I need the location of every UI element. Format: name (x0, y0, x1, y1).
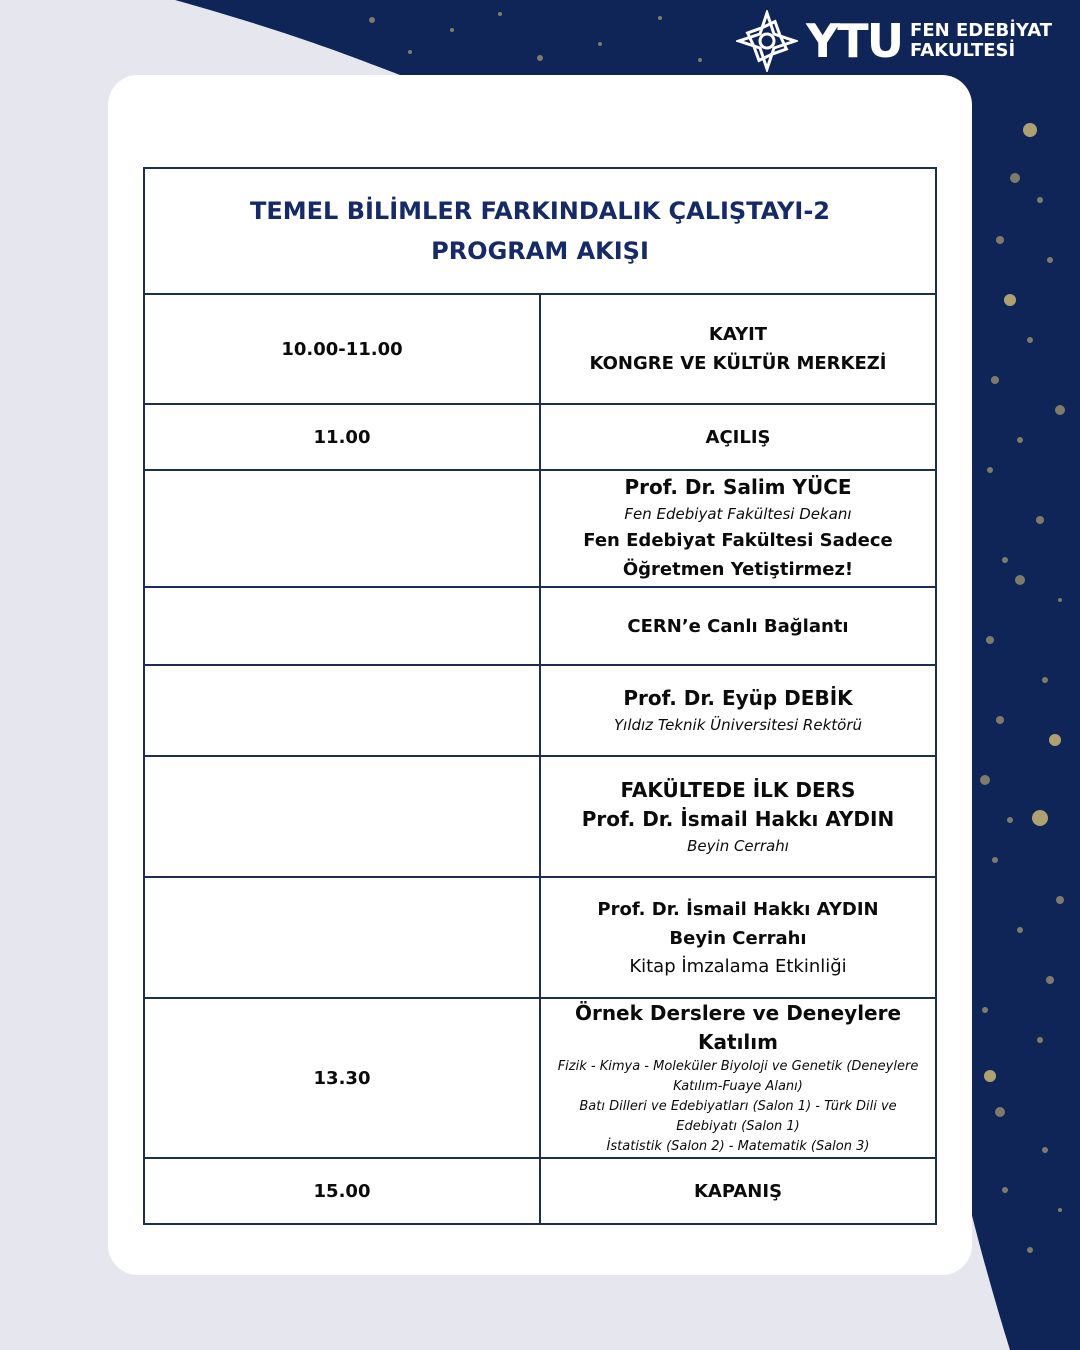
session-detail: İstatistik (Salon 2) - Matematik (Salon 3) (606, 1139, 870, 1154)
star-dot (1004, 294, 1016, 306)
table-row (144, 756, 936, 877)
star-dot (408, 50, 412, 54)
event-title: Kitap İmzalama Etkinliği (629, 955, 847, 977)
event-cell (540, 998, 936, 1158)
event-cell (540, 404, 936, 470)
star-dot (991, 376, 999, 384)
star-dot (1032, 810, 1048, 826)
speaker-role: Beyin Cerrahı (687, 836, 789, 855)
star-dot (1042, 677, 1048, 683)
event-cell (540, 587, 936, 665)
event-title: KAPANIŞ (693, 1180, 783, 1202)
ytu-star-icon (736, 10, 798, 72)
star-dot (986, 636, 994, 644)
table-row (144, 877, 936, 998)
session-detail: Batı Dilleri ve Edebiyatları (Salon 1) - Türk Dili ve Edebiyatı (Salon 1) (579, 1099, 897, 1134)
time-cell: 11.00 (144, 404, 540, 470)
speaker-name: Prof. Dr. Eyüp DEBİK (623, 686, 853, 710)
speaker-name: Prof. Dr. Salim YÜCE (624, 475, 852, 499)
session-detail: Fizik - Kimya - Moleküler Biyoloji ve Genetik (Deneylere Katılım-Fuaye Alanı) (557, 1059, 919, 1094)
star-dot (1010, 173, 1020, 183)
star-dot (498, 12, 502, 16)
star-dot (1002, 557, 1008, 563)
time-cell (144, 587, 540, 665)
star-dot (658, 16, 662, 20)
faculty-line-1: FEN EDEBİYAT (910, 20, 1053, 41)
star-dot (992, 857, 998, 863)
star-dot (1015, 575, 1025, 585)
program-title: TEMEL BİLİMLER FARKINDALIK ÇALIŞTAYI-2 (250, 197, 830, 225)
star-dot (1058, 1208, 1062, 1212)
star-dot (1055, 405, 1065, 415)
event-cell (540, 294, 936, 404)
star-dot (996, 716, 1004, 724)
title-cell (144, 168, 936, 294)
star-dot (1027, 337, 1033, 343)
star-dot (537, 55, 543, 61)
star-dot (995, 1107, 1005, 1117)
speaker-name: Prof. Dr. İsmail Hakkı AYDIN (581, 806, 895, 831)
time-cell (144, 877, 540, 998)
star-dot (369, 17, 375, 23)
faculty-name (910, 21, 1052, 61)
title-row (144, 168, 936, 294)
table-row (144, 587, 936, 665)
table-row (144, 665, 936, 756)
star-dot (996, 236, 1004, 244)
faculty-line-2: FAKULTESİ (910, 40, 1016, 61)
table-row (144, 998, 936, 1158)
star-dot (982, 1007, 988, 1013)
star-dot (1007, 817, 1013, 823)
time-cell (144, 756, 540, 877)
event-cell (540, 756, 936, 877)
event-cell (540, 1158, 936, 1224)
time-cell (144, 470, 540, 587)
star-dot (1056, 896, 1064, 904)
star-dot (1046, 976, 1054, 984)
table-row (144, 470, 936, 587)
event-title: CERN’e Canlı Bağlantı (627, 615, 849, 637)
star-dot (984, 1070, 996, 1082)
table-row (144, 294, 936, 404)
star-dot (1047, 257, 1053, 263)
time-cell: 10.00-11.00 (144, 294, 540, 404)
table-row (144, 1158, 936, 1224)
star-dot (1037, 1037, 1043, 1043)
star-dot (1042, 1147, 1048, 1153)
event-location: KONGRE VE KÜLTÜR MERKEZİ (589, 353, 887, 374)
talk-title: Fen Edebiyat Fakültesi Sadece Öğretmen Yetiştirmez! (583, 530, 893, 580)
brand-name: YTU (806, 14, 903, 68)
star-dot (1017, 927, 1023, 933)
event-title: KAYIT (708, 324, 768, 345)
speaker-name: Prof. Dr. İsmail Hakkı AYDIN (597, 898, 879, 920)
star-dot (1017, 437, 1023, 443)
star-dot (450, 28, 454, 32)
table-row (144, 404, 936, 470)
event-title: AÇILIŞ (705, 426, 771, 448)
star-dot (1058, 598, 1062, 602)
star-dot (1049, 734, 1061, 746)
ytu-logo (736, 8, 1072, 74)
speaker-role: Yıldız Teknik Üniversitesi Rektörü (613, 716, 863, 734)
program-subtitle: PROGRAM AKIŞI (431, 237, 649, 265)
speaker-role: Fen Edebiyat Fakültesi Dekanı (624, 505, 852, 523)
event-cell (540, 470, 936, 587)
star-dot (980, 775, 990, 785)
star-dot (987, 467, 993, 473)
star-dot (1036, 516, 1044, 524)
session-heading: FAKÜLTEDE İLK DERS (620, 777, 856, 802)
program-table (143, 167, 937, 1225)
star-dot (1002, 1187, 1008, 1193)
event-cell (540, 877, 936, 998)
star-dot (1023, 123, 1037, 137)
time-cell: 13.30 (144, 998, 540, 1158)
time-cell: 15.00 (144, 1158, 540, 1224)
star-dot (598, 42, 602, 46)
session-heading: Örnek Derslere ve Deneylere Katılım (574, 1001, 902, 1054)
star-dot (1037, 197, 1043, 203)
event-cell (540, 665, 936, 756)
speaker-role: Beyin Cerrahı (669, 927, 807, 949)
time-cell (144, 665, 540, 756)
star-dot (698, 58, 702, 62)
star-dot (1027, 1247, 1033, 1253)
